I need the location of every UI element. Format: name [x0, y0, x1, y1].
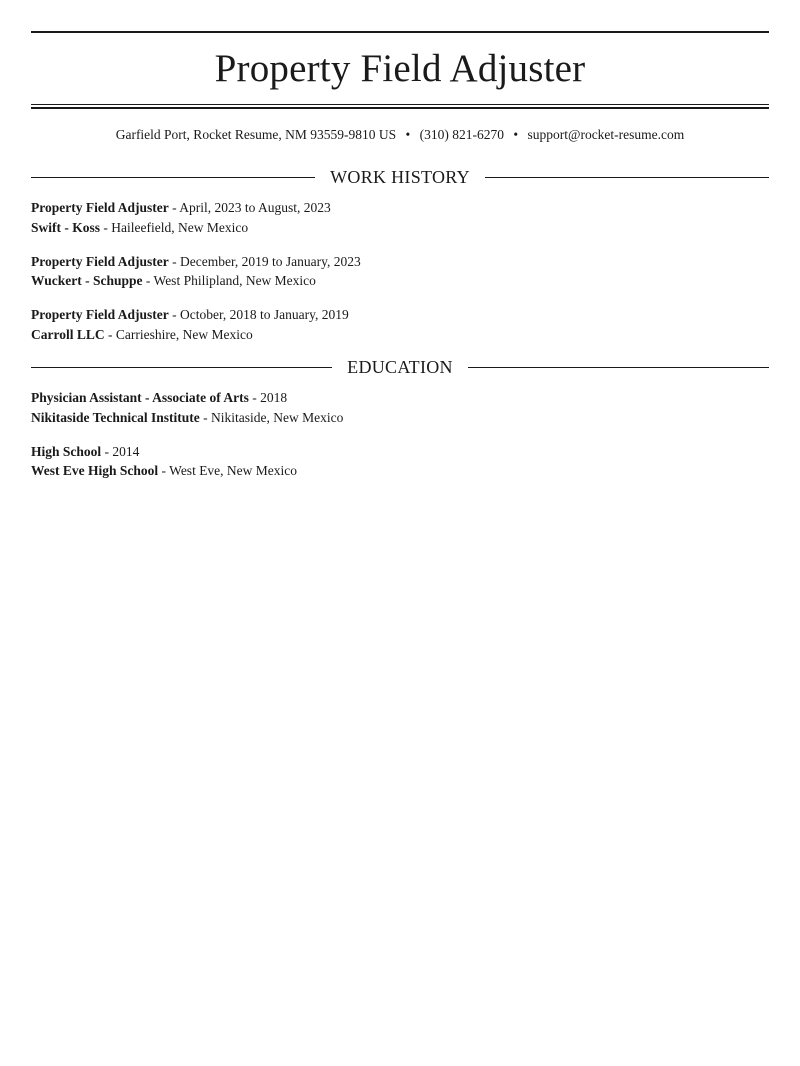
job-title: Property Field Adjuster: [31, 307, 169, 322]
contact-email: support@rocket-resume.com: [527, 127, 685, 142]
school-name: West Eve High School: [31, 463, 159, 478]
work-entry: [31, 252, 769, 291]
employer-name: Wuckert - Schuppe: [31, 273, 143, 288]
bullet-separator: •: [405, 127, 411, 142]
employer-name: Swift - Koss: [31, 219, 101, 235]
contact-phone: (310) 821-6270: [419, 127, 505, 142]
job-title: Property Field Adjuster: [31, 253, 169, 269]
work-entry: [31, 305, 769, 344]
heading-rule-right: [468, 367, 769, 368]
work-entry-title-line: Property Field Adjuster - April, 2023 to August, 2023: [31, 200, 331, 215]
degree-year: 2018: [260, 390, 288, 405]
education-entry: [31, 442, 769, 481]
top-rule: [31, 31, 769, 33]
work-entry-title-line: Property Field Adjuster - October, 2018 to January, 2019: [31, 307, 349, 322]
education-entry-degree-line: Physician Assistant - Associate of Arts - 2018: [31, 390, 288, 405]
work-entry-employer-line: Swift - Koss - Haileefield, New Mexico: [31, 219, 249, 235]
heading-rule-left: [31, 367, 332, 368]
work-entry-employer-line: Wuckert - Schuppe - West Philipland, New Mexico: [31, 273, 316, 288]
school-location: West Eve, New Mexico: [169, 463, 298, 478]
work-entry-employer-line: Carroll LLC - Carrieshire, New Mexico: [31, 326, 253, 342]
contact-address: Garfield Port, Rocket Resume, NM 93559-9810 US: [115, 127, 397, 142]
title-double-rule: [31, 104, 769, 109]
education-entry: [31, 388, 769, 427]
school-location: Nikitaside, New Mexico: [211, 409, 344, 425]
degree-year: 2014: [112, 443, 140, 459]
work-entry-title-line: Property Field Adjuster - December, 2019 to January, 2023: [31, 253, 361, 269]
bullet-separator: •: [513, 127, 519, 142]
job-dates: December, 2019 to January, 2023: [179, 253, 361, 269]
education-entry-school-line: West Eve High School - West Eve, New Mexico: [31, 463, 298, 478]
job-title: Property Field Adjuster: [31, 200, 169, 215]
work-history-list: [31, 198, 769, 344]
job-dates: April, 2023 to August, 2023: [179, 200, 331, 215]
employer-location: Carrieshire, New Mexico: [115, 326, 253, 342]
employer-name: Carroll LLC: [31, 326, 105, 342]
heading-rule-left: [31, 177, 315, 178]
degree-name: Physician Assistant - Associate of Arts: [31, 390, 249, 405]
education-heading: [31, 356, 769, 378]
education-label: EDUCATION: [347, 357, 453, 377]
employer-location: Haileefield, New Mexico: [111, 219, 249, 235]
education-list: [31, 388, 769, 481]
contact-line: [31, 126, 769, 144]
degree-name: High School: [31, 443, 102, 459]
work-history-heading: [31, 166, 769, 188]
heading-rule-right: [485, 177, 769, 178]
work-entry: [31, 198, 769, 237]
resume-page: [0, 31, 800, 1066]
job-dates: October, 2018 to January, 2019: [179, 307, 349, 322]
education-entry-school-line: Nikitaside Technical Institute - Nikitaside, New Mexico: [31, 409, 344, 425]
work-history-label: WORK HISTORY: [330, 167, 470, 187]
employer-location: West Philipland, New Mexico: [153, 273, 316, 288]
page-title: Property Field Adjuster: [214, 47, 586, 90]
education-entry-degree-line: High School - 2014: [31, 443, 140, 459]
school-name: Nikitaside Technical Institute: [31, 409, 200, 425]
